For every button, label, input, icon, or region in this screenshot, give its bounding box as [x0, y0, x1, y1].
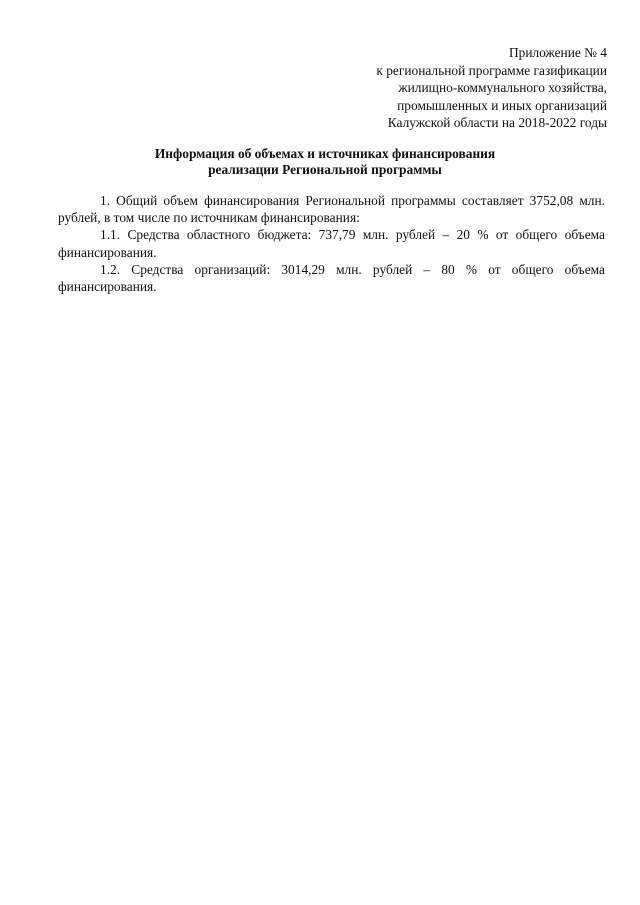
title-line-2: реализации Региональной программы [208, 161, 442, 177]
document-title [0, 146, 640, 177]
paragraph-regional-budget: 1.1. Средства областного бюджета: 737,79 млн. рублей – 20 % от общего объема финансирования. [58, 227, 605, 260]
paragraph-total-financing: 1. Общий объем финансирования Региональной программы составляет 3752,08 млн. рублей, в том числе по источникам финансирования: [58, 193, 605, 226]
appendix-line: промышленных и иных организаций [397, 97, 607, 113]
appendix-number: Приложение № 4 [508, 45, 607, 60]
appendix-header [376, 44, 607, 132]
paragraph-organizations: 1.2. Средства организаций: 3014,29 млн. рублей – 80 % от общего объема финансирования. [58, 261, 605, 295]
appendix-line: жилищно-коммунального хозяйства, [398, 80, 607, 96]
document-body [58, 192, 605, 295]
appendix-line: к региональной программе газификации [376, 62, 607, 78]
appendix-line: Калужской области на 2018-2022 годы [387, 115, 607, 131]
title-line-1: Информация об объемах и источниках финансирования [154, 146, 496, 161]
